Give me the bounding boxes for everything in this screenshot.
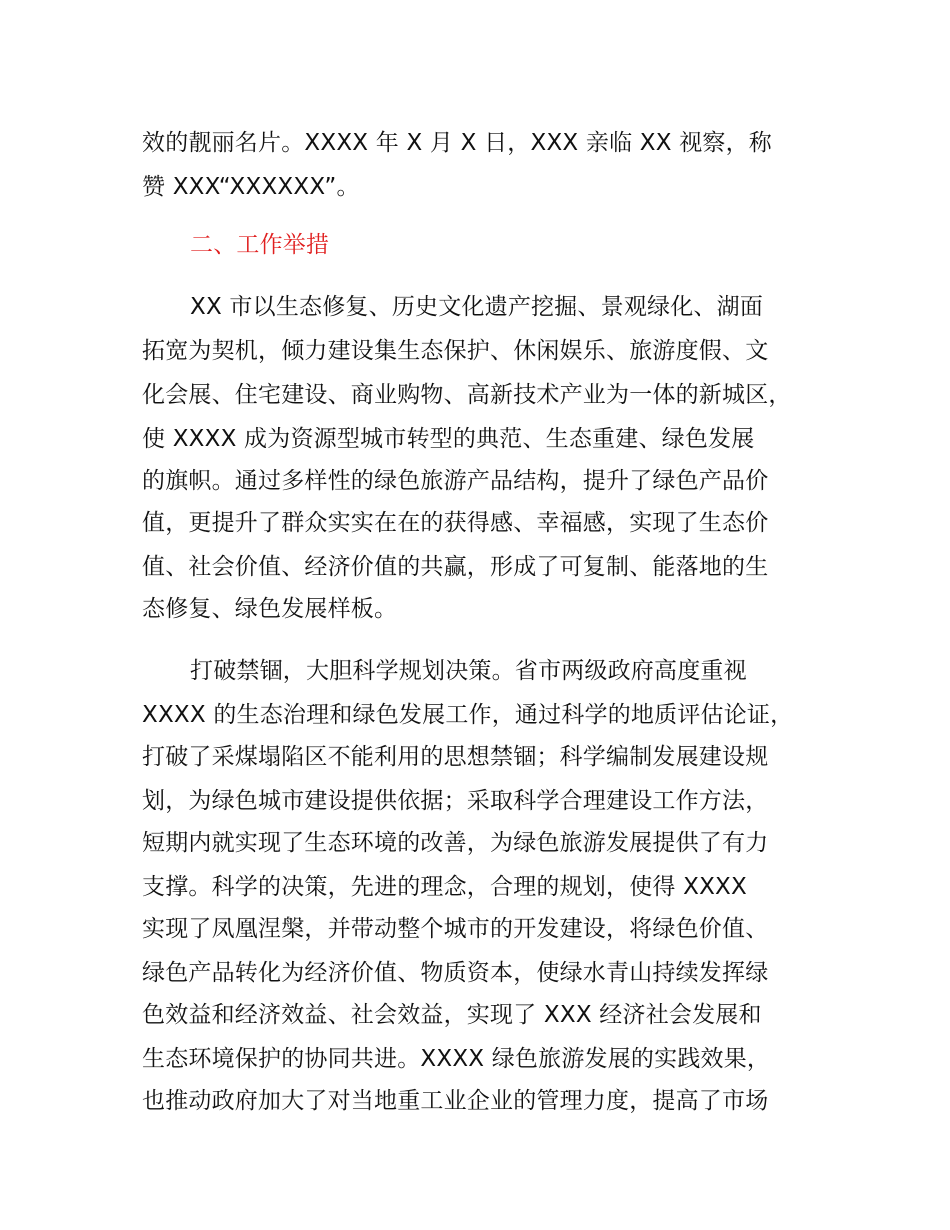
paragraph-2-line-11: 也推动政府加大了对当地重工业企业的管理力度，提高了市场	[142, 1088, 769, 1114]
paragraph-2-line-3: 打破了采煤塌陷区不能利用的思想禁锢；科学编制发展建设规	[142, 744, 769, 770]
paragraph-1-line-2: 拓宽为契机，倾力建设集生态保护、休闲娱乐、旅游度假、文	[142, 338, 769, 364]
paragraph-1-line-4: 使 XXXX 成为资源型城市转型的典范、生态重建、绿色发展	[142, 426, 755, 452]
paragraph-1-line-7: 值、社会价值、经济价值的共赢，形成了可复制、能落地的生	[142, 554, 769, 580]
paragraph-2-line-1: 打破禁锢，大胆科学规划决策。省市两级政府高度重视	[190, 658, 747, 684]
section-heading: 二、工作举措	[190, 232, 330, 258]
paragraph-2-line-9: 色效益和经济效益、社会效益，实现了 XXX 经济社会发展和	[142, 1002, 762, 1028]
paragraph-2-line-2: XXXX 的生态治理和绿色发展工作，通过科学的地质评估论证，	[142, 702, 794, 728]
paragraph-1-line-8: 态修复、绿色发展样板。	[142, 596, 398, 622]
paragraph-1-line-1: XX 市以生态修复、历史文化遗产挖掘、景观绿化、湖面	[190, 294, 764, 320]
paragraph-1-line-5: 的旗帜。通过多样性的绿色旅游产品结构，提升了绿色产品价	[142, 468, 769, 494]
intro-line-1: 效的靓丽名片。XXXX 年 X 月 X 日，XXX 亲临 XX 视察，称	[142, 130, 773, 156]
paragraph-2-line-6: 支撑。科学的决策，先进的理念，合理的规划，使得 XXXX	[142, 874, 747, 900]
paragraph-1-line-3: 化会展、住宅建设、商业购物、高新技术产业为一体的新城区，	[142, 382, 792, 408]
paragraph-2-line-4: 划，为绿色城市建设提供依据；采取科学合理建设工作方法，	[142, 788, 769, 814]
paragraph-2-line-8: 绿色产品转化为经济价值、物质资本，使绿水青山持续发挥绿	[142, 960, 769, 986]
paragraph-2-line-10: 生态环境保护的协同共进。XXXX 绿色旅游发展的实践效果，	[142, 1046, 771, 1072]
intro-line-2: 赞 XXX“XXXXXX”。	[142, 174, 360, 200]
paragraph-2-line-7: 实现了凤凰涅槃，并带动整个城市的开发建设，将绿色价值、	[142, 916, 769, 942]
paragraph-2-line-5: 短期内就实现了生态环境的改善，为绿色旅游发展提供了有力	[142, 830, 769, 856]
paragraph-1-line-6: 值，更提升了群众实实在在的获得感、幸福感，实现了生态价	[142, 510, 769, 536]
